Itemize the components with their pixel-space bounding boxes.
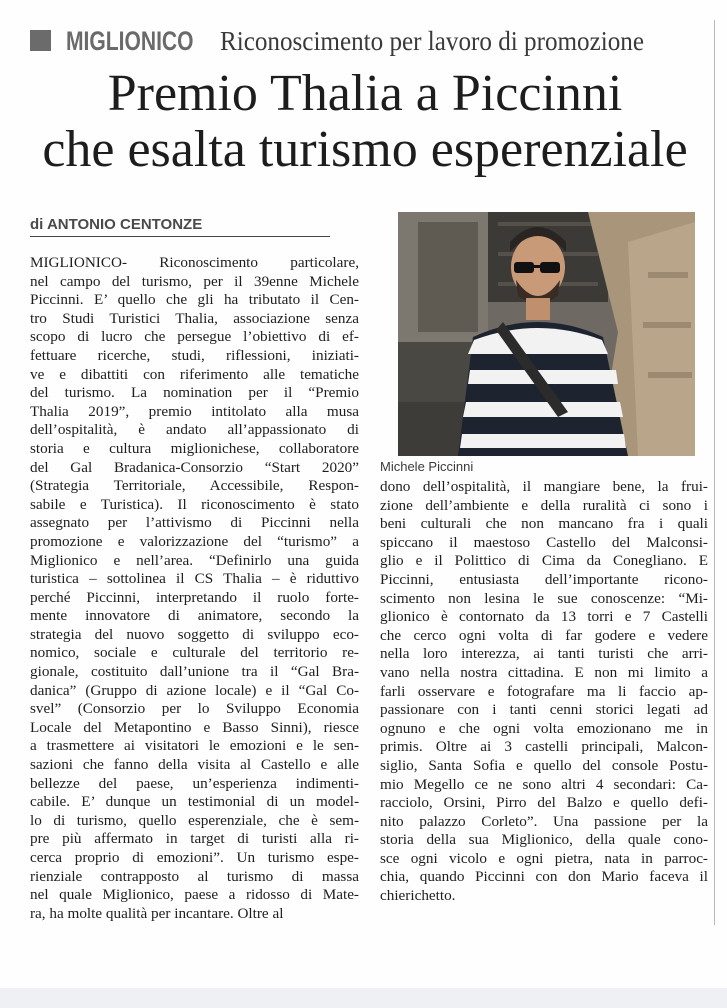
article-line: Piccinni. E’ quello che gli ha tributato il Cen- bbox=[30, 291, 359, 309]
article-line: strategia del nuovo soggetto di sviluppo eco- bbox=[30, 625, 359, 643]
article-line: tro Studi Turistici Thalia, associazione senza bbox=[30, 309, 359, 327]
article-line: glio e il Polittico di Cima da Conegliano. E bbox=[380, 552, 708, 570]
article-line: cabile. E’ dunque un testimonial di un model- bbox=[30, 793, 359, 811]
article-line: assegnato per l’attivismo di Piccinni nella bbox=[30, 514, 359, 532]
article-line: del Gal Bradanica-Consorzio “Start 2020” bbox=[30, 458, 359, 476]
article-line: sazioni che fanno della visita al Castello e alle bbox=[30, 756, 359, 774]
article-line: pre più affermato in target di turisti alla ri- bbox=[30, 830, 359, 848]
article-line: nel quale Miglionico, paese a ridosso di Mate- bbox=[30, 886, 359, 904]
photo-caption: Michele Piccinni bbox=[380, 459, 474, 474]
article-line: primis. Oltre ai 3 castelli principali, Malcon- bbox=[380, 738, 708, 756]
kicker-square-icon bbox=[30, 30, 51, 51]
article-line: racciolo, Orsini, Pirro del Balzo e quello defi- bbox=[380, 794, 708, 812]
article-column-left bbox=[30, 254, 359, 923]
article-line: farli osservare e fotografare ma li faccio ap- bbox=[380, 682, 708, 700]
article-line: dono dell’ospitalità, il mangiare bene, la frui- bbox=[380, 478, 708, 495]
article-line: mente innovatore di animatore, secondo la bbox=[30, 607, 359, 625]
article-line: Thalia 2019”, premio intitolato alla musa bbox=[30, 402, 359, 420]
byline: di ANTONIO CENTONZE bbox=[30, 216, 203, 233]
article-line: Locale del Metapontino e Basso Sinni), riesce bbox=[30, 718, 359, 736]
article-line: storia della sua Miglionico, della quale cono- bbox=[380, 831, 708, 849]
article-line: promozione e valorizzazione del “turismo” a bbox=[30, 532, 359, 550]
article-line: turistica – sottolinea il CS Thalia – è riduttivo bbox=[30, 570, 359, 588]
headline-line-1: Premio Thalia a Piccinni bbox=[107, 65, 623, 122]
article-line: a trasmettere ai visitatori le emozioni e le sen- bbox=[30, 737, 359, 755]
article-line: chia, quando Piccinni con don Mario faceva il bbox=[380, 868, 708, 886]
article-line: cerca proprio di emozioni”. Un turismo espe- bbox=[30, 849, 359, 866]
article-line: scopo di lucro che persegue l’obiettivo di ef- bbox=[30, 328, 359, 346]
article-line: glionico è contornato da 13 torri e 7 Castelli bbox=[380, 608, 708, 626]
article-line: vano nella nostra cittadina. E non mi limito a bbox=[380, 663, 708, 681]
article-line: sabile e Turistica). Il riconoscimento è stato bbox=[30, 495, 359, 513]
article-line: chierichetto. bbox=[380, 887, 456, 905]
article-line: fettuare ricerche, studi, riflessioni, iniziati- bbox=[30, 346, 359, 364]
article-line: lo di turismo, quello esperenziale, che è sem- bbox=[30, 811, 359, 829]
kicker bbox=[30, 24, 710, 58]
article-line: che cerco ogni volta di far godere e vedere bbox=[380, 626, 708, 644]
headline bbox=[20, 66, 710, 178]
article-line: ognuno e che ogni volta emozionano me in bbox=[380, 719, 708, 737]
article-line: scimento non lesina le sue conoscenze: “Mi- bbox=[380, 589, 708, 607]
article-line: passionare con i tanti cenni storici legati ad bbox=[380, 701, 708, 719]
column-rule bbox=[714, 20, 715, 925]
article-line: nella loro interezza, ai tanti turisti che arri- bbox=[380, 645, 708, 663]
article-line: (Strategia Territoriale, Accessibile, Respon- bbox=[30, 477, 359, 495]
bottom-band bbox=[0, 988, 727, 1008]
article-line: del turismo. La nomination per il “Premio bbox=[30, 384, 359, 402]
article-line: danica” (Gruppo di azione locale) e il “Gal Co- bbox=[30, 681, 359, 699]
article-line: mio Megello ce ne sono altri 4 secondari: Ca- bbox=[380, 775, 708, 793]
article-line: nomico, sociale e culturale del territorio re- bbox=[30, 644, 359, 662]
article-column-right bbox=[380, 478, 708, 906]
article-line: zione dell’ambiente e della ruralità ci sono i bbox=[380, 496, 708, 514]
headline-line-2: che esalta turismo esperenziale bbox=[42, 121, 688, 178]
article-line: rienziale contrapposto al turismo di massa bbox=[30, 867, 359, 885]
article-line: svel” (Consorzio per lo Sviluppo Economia bbox=[30, 700, 359, 718]
byline-rule bbox=[30, 236, 330, 237]
kicker-place: MIGLIONICO bbox=[66, 26, 194, 56]
article-line: Miglionico e nell’area. “Definirlo una guida bbox=[30, 551, 359, 569]
article-line: beni culturali che non mancano fra i quali bbox=[380, 515, 708, 533]
article-line: perché Piccinni, interpretando il ruolo forte- bbox=[30, 588, 359, 606]
article-line: dell’ospitalità, è andato all’appassionato di bbox=[30, 421, 359, 439]
kicker-topic: Riconoscimento per lavoro di promozione bbox=[220, 26, 644, 56]
article-line: ra, ha molte qualità per incantare. Oltre al bbox=[30, 904, 284, 922]
article-line: siglio, Santa Sofia e quello del console Postu- bbox=[380, 756, 708, 774]
article-line: ve e dibattiti con riferimento alle tematiche bbox=[30, 365, 359, 383]
article-line: bellezze del paese, un’esperienza indimenti- bbox=[30, 774, 359, 792]
article-line: MIGLIONICO- Riconoscimento particolare, bbox=[30, 254, 359, 271]
article-line: gionale, costituito dall’unione tra il “Gal Bra- bbox=[30, 663, 359, 681]
article-line: nel campo del turismo, per il 39enne Michele bbox=[30, 272, 359, 290]
article-line: nito palazzo Corleto”. Una passione per la bbox=[380, 812, 708, 830]
article-line: sce ogni vicolo e ogni pietra, nata in parroc- bbox=[380, 849, 708, 867]
article-line: Piccinni, entusiasta dell’importante ricono- bbox=[380, 570, 708, 588]
article-line: storia e cultura miglionichese, collaboratore bbox=[30, 439, 359, 457]
article-line: spiccano il maestoso Castello del Malconsi- bbox=[380, 533, 708, 551]
portrait-photo bbox=[398, 212, 695, 456]
